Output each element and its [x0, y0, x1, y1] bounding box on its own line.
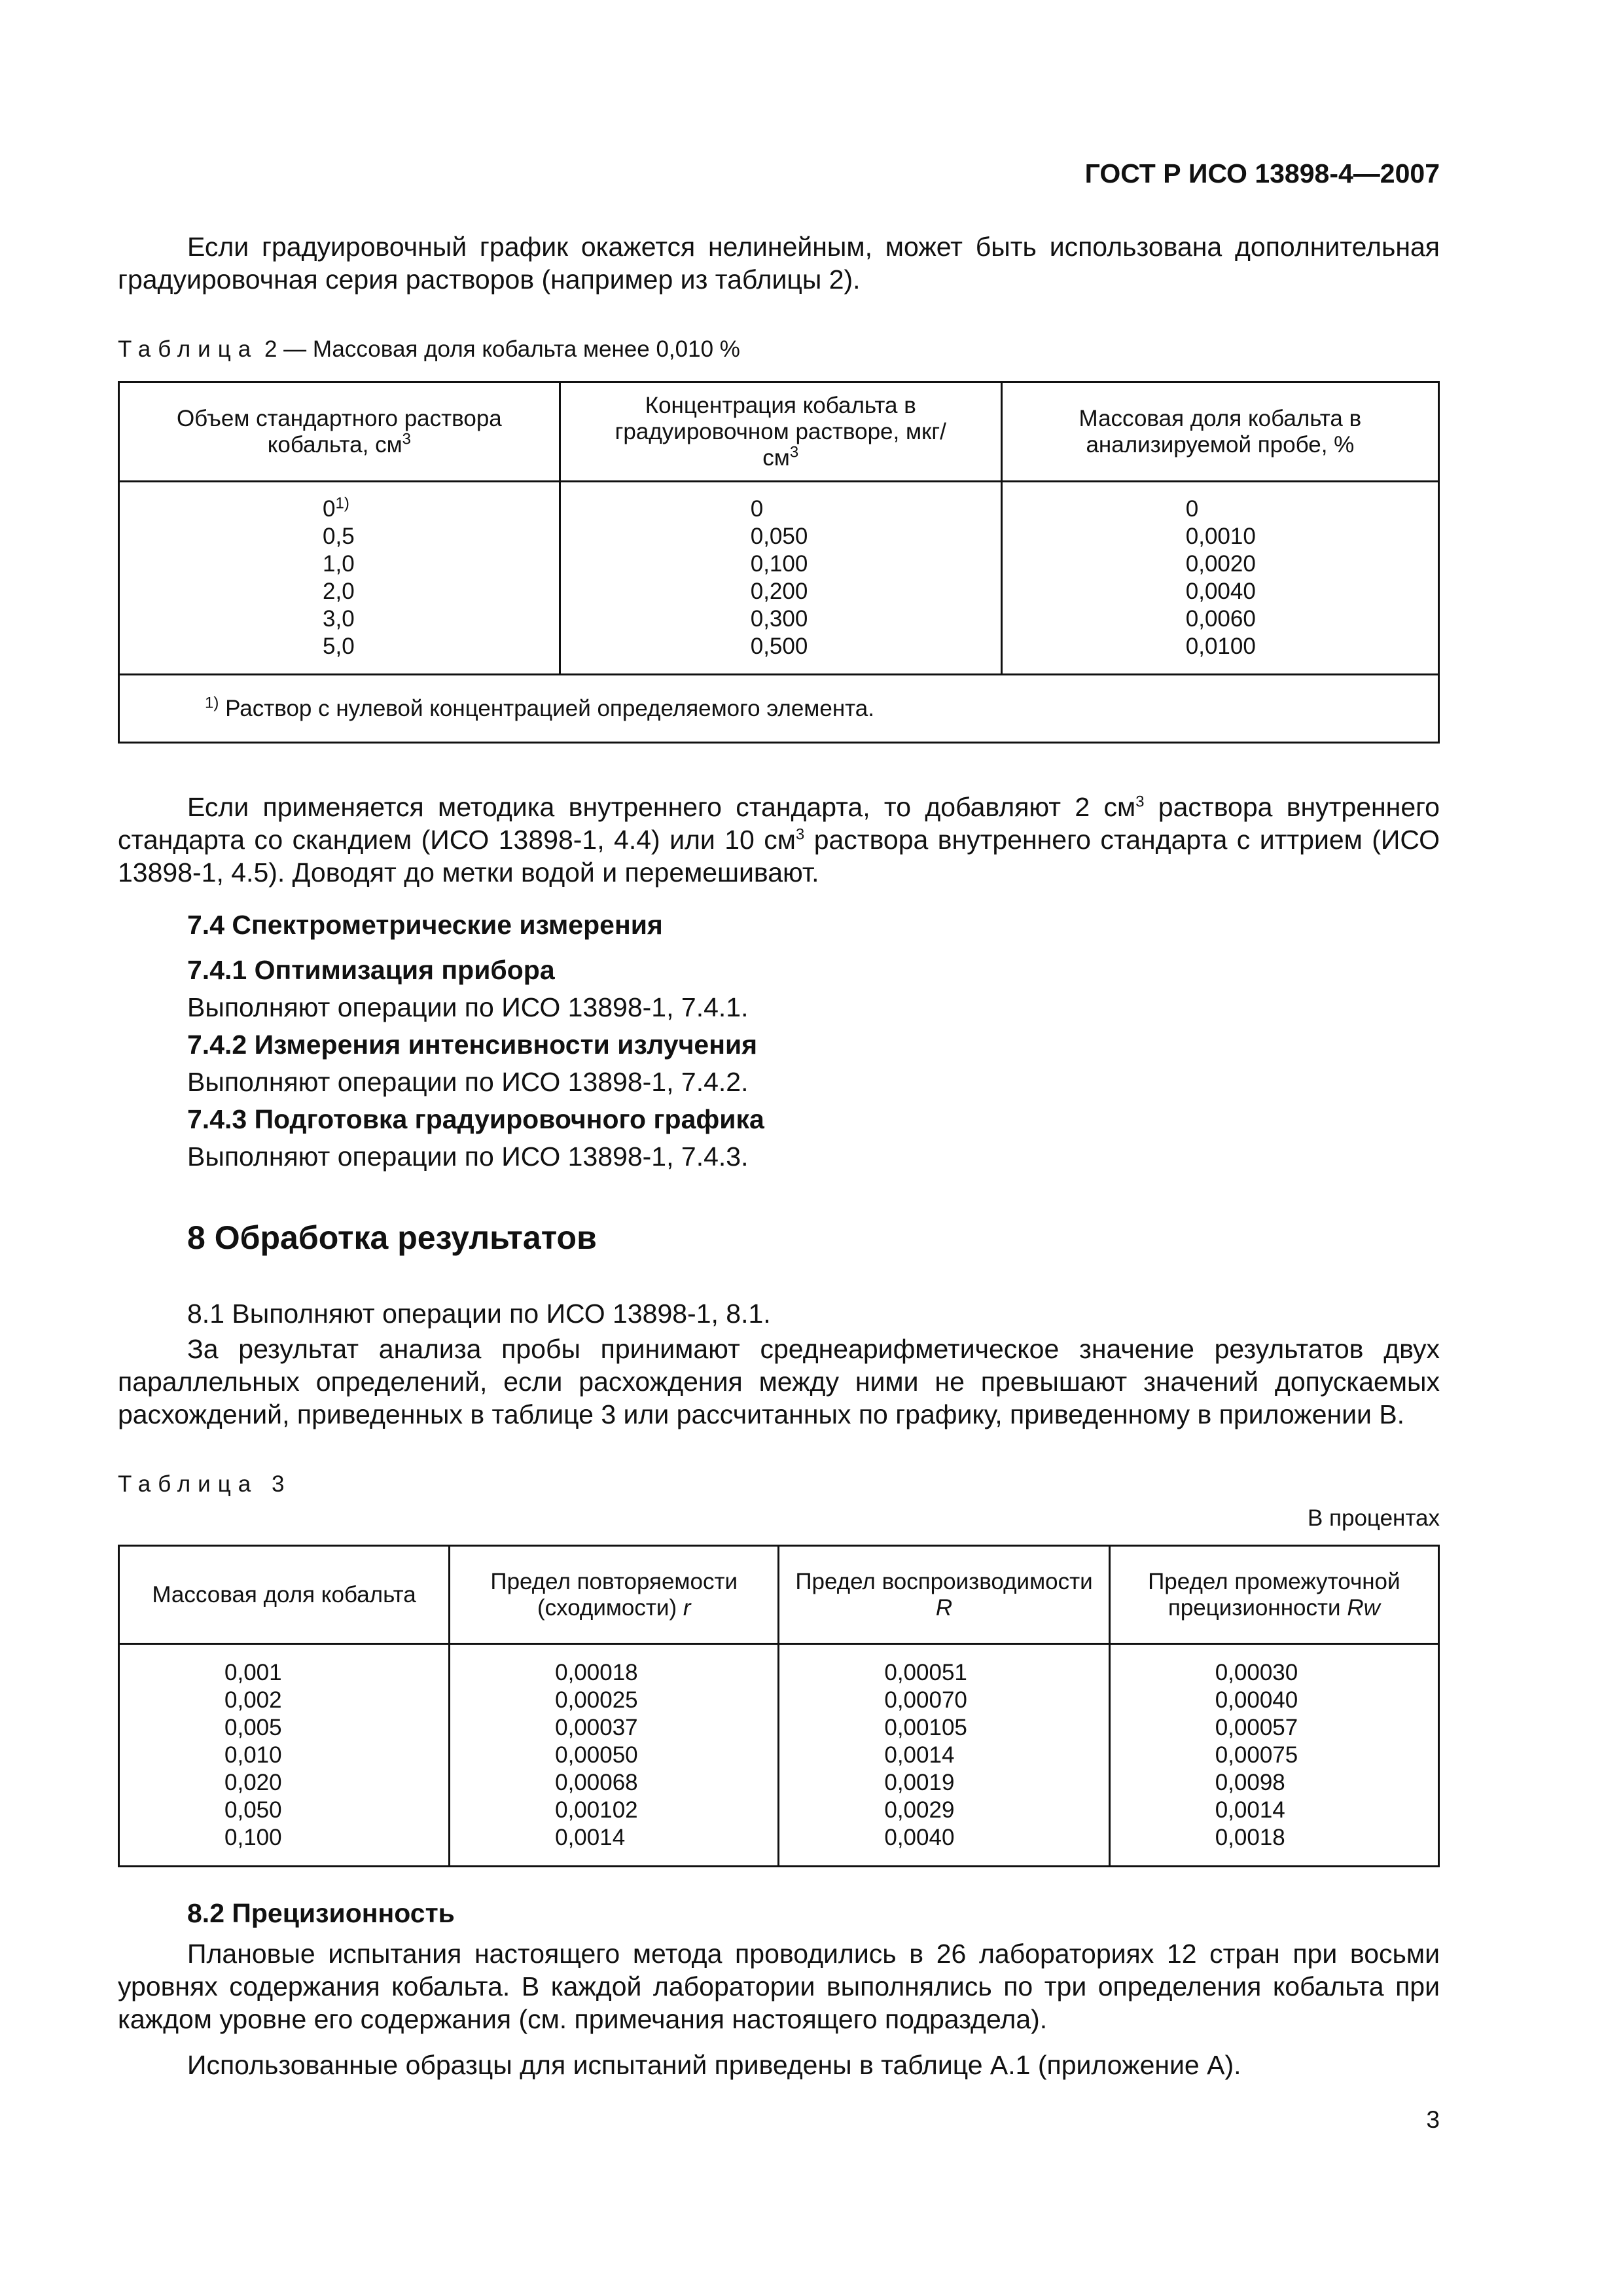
section-7-4-3-text: Выполняют операции по ИСО 13898-1, 7.4.3. [187, 1141, 749, 1172]
section-8-heading: 8 Обработка результатов [187, 1219, 597, 1256]
table2-cell: 0 [1185, 496, 1199, 522]
table2-cell: 0,200 [750, 579, 808, 604]
section-7-4-1-heading: 7.4.1 Оптимизация прибора [187, 955, 555, 985]
table2-footnote-row [119, 675, 1439, 743]
table3-cell: 0,00075 [1215, 1742, 1298, 1768]
table2-cell: 0,300 [750, 606, 808, 632]
table2-header-concentration: Концентрация кобальта в градуировочном растворе, мкг/ $см^3$ [560, 382, 1001, 482]
section-8-2-samples-text: Использованные образцы для испытаний приведены в таблице А.1 (приложение А). [187, 2050, 1241, 2080]
table2-cell: 0$^{1)}$ [323, 494, 349, 522]
table3-cell: 0,0018 [1215, 1825, 1285, 1850]
table2-cell: 0,100 [750, 551, 808, 577]
table2-cell: 3,0 [323, 606, 355, 632]
table2-col-mass-fraction [1001, 482, 1438, 675]
section-8-1-text: 8.1 Выполняют операции по ИСО 13898-1, 8.1. [187, 1299, 771, 1329]
table3-cell: 0,0098 [1215, 1770, 1285, 1795]
document-page [118, 0, 1440, 2296]
table2-cell: 1,0 [323, 551, 355, 577]
section-7-4-2-heading: 7.4.2 Измерения интенсивности излучения [187, 1030, 758, 1060]
table3-col-repeatability [450, 1644, 779, 1867]
table3-cell: 0,0014 [1215, 1797, 1285, 1823]
table2-cell: 0 [750, 496, 764, 522]
table3-cell: 0,100 [224, 1825, 282, 1850]
table-2 [118, 381, 1440, 744]
table3-cell: 0,00025 [555, 1687, 638, 1713]
table2-cell: 0,0060 [1185, 606, 1256, 632]
table3-col-mass-fraction [119, 1644, 450, 1867]
table3-cell: 0,0019 [884, 1770, 955, 1795]
table3-cell: 0,0014 [555, 1825, 626, 1850]
table3-cell: 0,0014 [884, 1742, 955, 1768]
table3-cell: 0,050 [224, 1797, 282, 1823]
table3-cell: 0,00102 [555, 1797, 638, 1823]
table2-col-volume [119, 482, 560, 675]
table3-cell: 0,00105 [884, 1715, 967, 1740]
section-8-1-paragraph: За результат анализа пробы принимают среднеарифметическое значение результатов двух параллельных определений, если расхождения между ними не превышают значений допускаемых расхождений, приведенных в таблице 3 или рассчитанных по графику, приведенному в приложении В. [118, 1334, 1440, 1429]
table2-header-row [119, 382, 1439, 482]
table2-cell: 0,050 [750, 524, 808, 549]
section-7-4-heading: 7.4 Спектрометрические измерения [187, 910, 663, 940]
table3-cell: 0,00040 [1215, 1687, 1298, 1713]
table2-data-row [119, 482, 1439, 675]
table3-cell: 0,00051 [884, 1660, 967, 1685]
table2-header-volume: Объем стандартного раствора кобальта, $см^3$ [119, 382, 560, 482]
table3-cell: 0,00057 [1215, 1715, 1298, 1740]
table3-unit: В процентах [1307, 1505, 1440, 1531]
table2-caption [118, 336, 740, 363]
table3-cell: 0,00037 [555, 1715, 638, 1740]
table2-caption-label: Таблица [118, 336, 259, 362]
table3-cell: 0,00030 [1215, 1660, 1298, 1685]
table3-cell: 0,0029 [884, 1797, 955, 1823]
table3-header-reproducibility: Предел воспроизводимости R [779, 1546, 1109, 1644]
table2-cell: 0,0020 [1185, 551, 1256, 577]
table2-cell: 2,0 [323, 579, 355, 604]
table3-header-intermediate-precision: Предел промежуточной прецизионности Rw [1109, 1546, 1438, 1644]
table3-cell: 0,002 [224, 1687, 282, 1713]
page-number: 3 [1426, 2106, 1440, 2133]
table2-cell: 0,0010 [1185, 524, 1256, 549]
table2-header-mass-fraction: Массовая доля кобальта в анализируемой пробе, % [1001, 382, 1438, 482]
table-3 [118, 1545, 1440, 1867]
table2-caption-text: 2 — Массовая доля кобальта менее 0,010 % [264, 336, 740, 362]
table2-cell: 0,0100 [1185, 634, 1256, 659]
table3-cell: 0,0040 [884, 1825, 955, 1850]
table2-cell: 0,500 [750, 634, 808, 659]
table3-cell: 0,010 [224, 1742, 282, 1768]
section-8-2-heading: 8.2 Прецизионность [187, 1898, 455, 1928]
table3-cell: 0,001 [224, 1660, 282, 1685]
section-7-4-1-text: Выполняют операции по ИСО 13898-1, 7.4.1. [187, 992, 749, 1022]
table2-footnote: $^{1)}$ Раствор с нулевой концентрацией определяемого элемента. [119, 675, 1439, 743]
table3-col-intermediate-precision [1109, 1644, 1438, 1867]
document-header: ГОСТ Р ИСО 13898-4—2007 [1084, 158, 1440, 188]
table2-cell: 5,0 [323, 634, 355, 659]
table2-cell: 0,0040 [1185, 579, 1256, 604]
section-7-4-2-text: Выполняют операции по ИСО 13898-1, 7.4.2. [187, 1067, 749, 1097]
table3-header-row [119, 1546, 1439, 1644]
table3-cell: 0,00018 [555, 1660, 638, 1685]
internal-standard-paragraph: Если применяется методика внутреннего стандарта, то добавляют 2 $см^3$ раствора внутреннего стандарта со скандием (ИСО 13898-1, 4.4) или 10 $см^3$ раствора внутреннего стандарта с иттрием (ИСО 13898-1, 4.5). Доводят до метки водой и перемешивают. [118, 792, 1440, 888]
table3-caption: Таблица 3 [118, 1471, 292, 1497]
table3-cell: 0,020 [224, 1770, 282, 1795]
table2-cell: 0,5 [323, 524, 355, 549]
table3-col-reproducibility [779, 1644, 1109, 1867]
table3-cell: 0,00050 [555, 1742, 638, 1768]
intro-paragraph: Если градуировочный график окажется нелинейным, может быть использована дополнительная градуировочная серия растворов (например из таблицы 2). [118, 232, 1440, 295]
table3-data-row [119, 1644, 1439, 1867]
table3-cell: 0,00070 [884, 1687, 967, 1713]
table3-header-repeatability: Предел повторяемости (сходимости) r [450, 1546, 779, 1644]
table3-header-mass-fraction: Массовая доля кобальта [119, 1546, 450, 1644]
section-8-2-paragraph: Плановые испытания настоящего метода проводились в 26 лабораториях 12 стран при восьми уровнях содержания кобальта. В каждой лаборатории выполнялись по три определения кобальта при каждом уровне его содержания (см. примечания настоящего подраздела). [118, 1939, 1440, 2034]
table3-cell: 0,00068 [555, 1770, 638, 1795]
table3-cell: 0,005 [224, 1715, 282, 1740]
section-7-4-3-heading: 7.4.3 Подготовка градуировочного графика [187, 1104, 764, 1134]
table2-col-concentration [560, 482, 1001, 675]
